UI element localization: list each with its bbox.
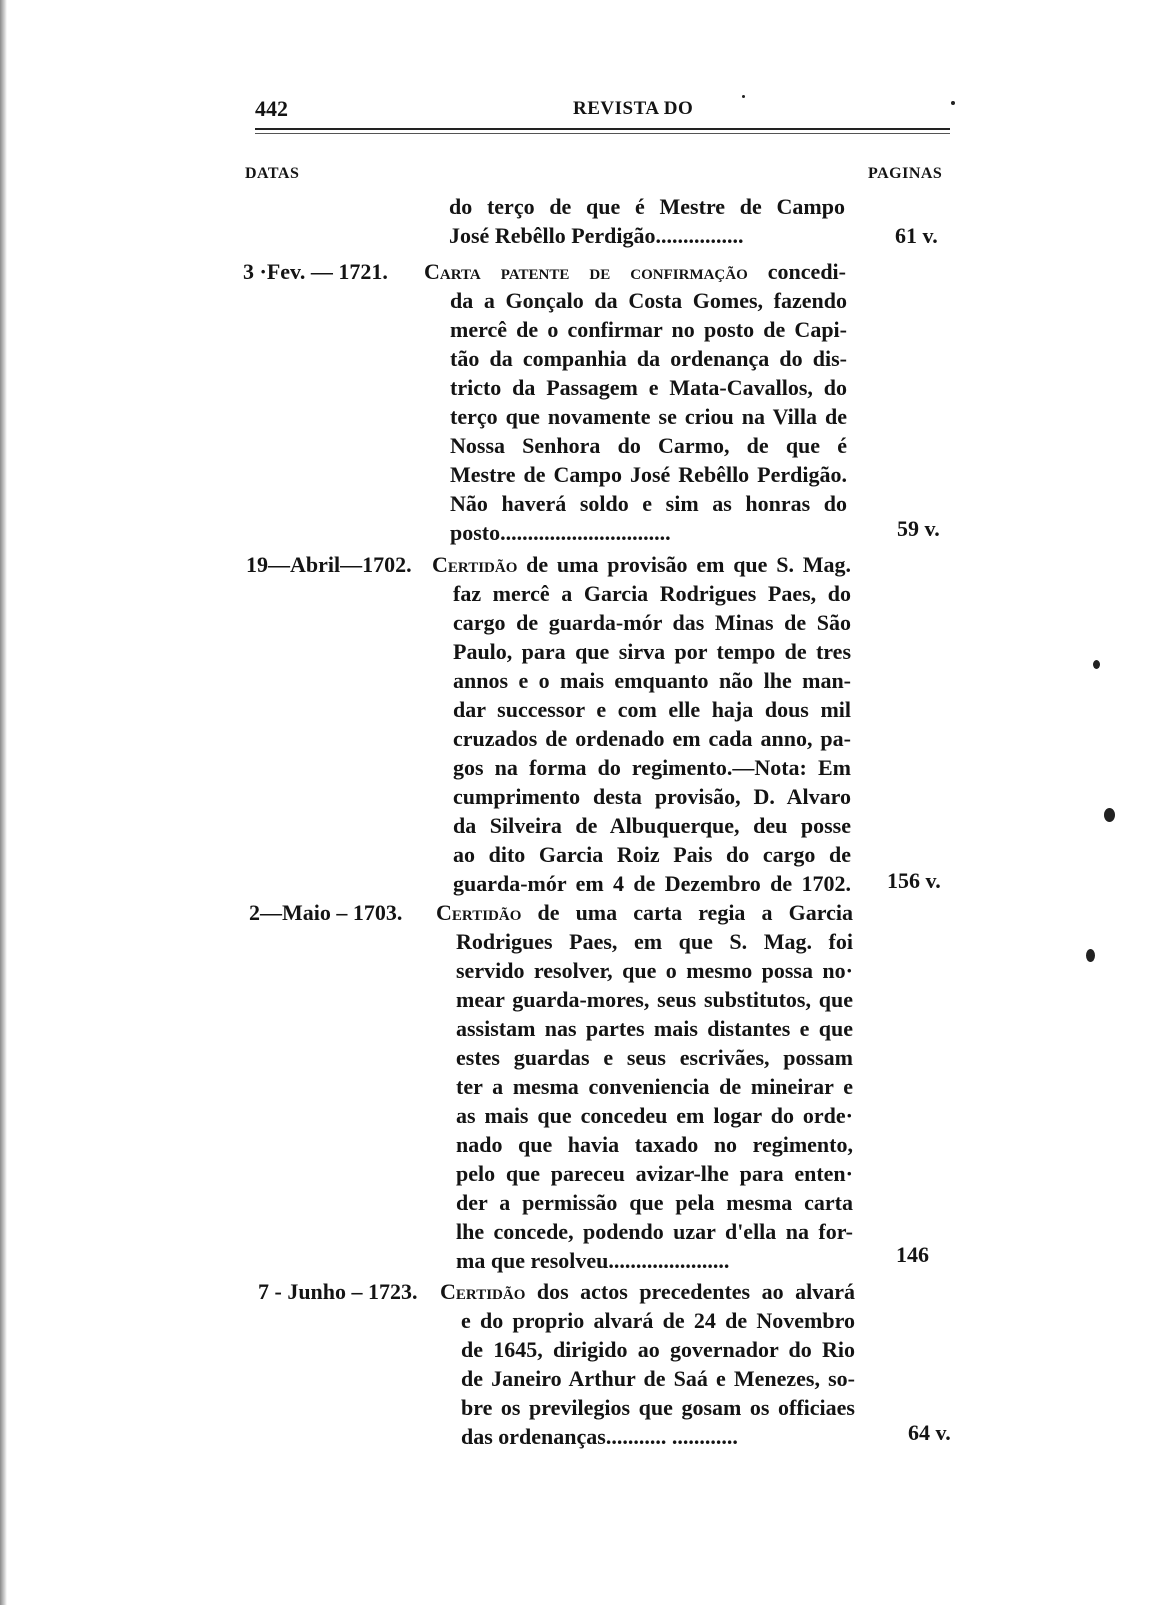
entry-3-date: 2—Maio – 1703.	[249, 900, 403, 925]
entry-3-line-12: ma que resolveu......................	[456, 1248, 730, 1273]
entry-3-line-9: pelo que pareceu avizar-lhe para enten·	[456, 1161, 853, 1186]
running-title: REVISTA DO	[573, 98, 694, 119]
entry-1-line-7: Mestre de Campo José Rebêllo Perdigão.	[450, 462, 847, 487]
entry-2-line-7: gos na forma do regimento.—Nota: Em	[453, 755, 851, 780]
entry-3-line-1: Rodrigues Paes, em que S. Mag. foi	[456, 929, 853, 954]
entry-1-lead: Carta patente de confirmação	[424, 259, 748, 284]
entry-2-line-0-text: de uma provisão em que S. Mag.	[517, 552, 851, 577]
entry-3-line-5: estes guardas e seus escrivães, possam	[456, 1045, 853, 1070]
entry-1-line-3: tão da companhia da ordenança do dis-	[450, 346, 847, 371]
scan-page-edge	[0, 0, 7, 1605]
entry-4-line-0-text: dos actos precedentes ao alvará	[525, 1279, 855, 1304]
scan-speck	[951, 101, 955, 105]
entry-1-date: 3 ·Fev. — 1721.	[243, 259, 388, 284]
entry-0-line-1: José Rebêllo Perdigão................	[449, 223, 744, 248]
entry-2-line-2: cargo de guarda-mór das Minas de São	[453, 610, 851, 635]
entry-1-page: 59 v.	[897, 516, 940, 541]
entry-4-line-0	[440, 1277, 855, 1306]
scan-speck	[1086, 949, 1095, 962]
entry-2-page: 156 v.	[887, 868, 941, 893]
entry-3-page: 146	[896, 1242, 929, 1267]
scan-speck	[742, 95, 745, 98]
entry-1-line-2: mercê de o confirmar no posto de Capi-	[450, 317, 847, 342]
entry-0-line-0: do terço de que é Mestre de Campo	[449, 194, 845, 219]
entry-2-line-8: cumprimento desta provisão, D. Alvaro	[453, 784, 851, 809]
entry-4-line-1: e do proprio alvará de 24 de Novembro	[461, 1308, 855, 1333]
entry-4-lead: Certidão	[440, 1279, 526, 1304]
entry-3-line-8: nado que havia taxado no regimento,	[456, 1132, 853, 1157]
column-heading-dates: DATAS	[245, 165, 300, 182]
entry-3-lead: Certidão	[436, 900, 522, 925]
entry-1-line-5: terço que novamente se criou na Villa de	[450, 404, 847, 429]
entry-3-line-4: assistam nas partes mais distantes e que	[456, 1016, 853, 1041]
scan-speck	[1093, 660, 1100, 669]
scan-speck	[1104, 808, 1115, 822]
entry-4-line-4: bre os previlegios que gosam os officiaes	[461, 1395, 855, 1420]
entry-3-line-3: mear guarda-mores, seus substitutos, que	[456, 987, 853, 1012]
entry-1-line-4: tricto da Passagem e Mata-Cavallos, do	[450, 375, 847, 400]
entry-1-line-6: Nossa Senhora do Carmo, de que é	[450, 433, 847, 458]
entry-2-line-4: annos e o mais emquanto não lhe man-	[453, 668, 851, 693]
page-number: 442	[255, 96, 288, 121]
entry-2-line-9: da Silveira de Albuquerque, deu posse	[453, 813, 851, 838]
entry-3-line-0	[436, 898, 853, 927]
entry-2-date: 19—Abril—1702.	[246, 552, 412, 577]
entry-1-line-1: da a Gonçalo da Costa Gomes, fazendo	[450, 288, 847, 313]
running-header	[255, 96, 950, 136]
entry-3-line-11: lhe concede, podendo uzar d'ella na for-	[456, 1219, 853, 1244]
entry-2-line-3: Paulo, para que sirva por tempo de tres	[453, 639, 851, 664]
entry-4-line-3: de Janeiro Arthur de Saá e Menezes, so-	[461, 1366, 855, 1391]
entry-2-lead: Certidão	[432, 552, 518, 577]
entry-4-page: 64 v.	[908, 1420, 951, 1445]
entry-3-line-6: ter a mesma conveniencia de mineirar e	[456, 1074, 853, 1099]
entry-1-line-8: Não haverá soldo e sim as honras do	[450, 491, 847, 516]
entry-0-page: 61 v.	[895, 223, 938, 248]
entry-1-line-9: posto...............................	[450, 520, 671, 545]
entry-3-line-7: as mais que concedeu em logar do orde·	[456, 1103, 853, 1128]
entry-2-line-10: ao dito Garcia Roiz Pais do cargo de	[453, 842, 851, 867]
entry-4-date: 7 - Junho – 1723.	[258, 1279, 418, 1304]
entry-2-line-0	[432, 550, 851, 579]
header-rule	[255, 128, 950, 134]
entry-4-line-2: de 1645, dirigido ao governador do Rio	[461, 1337, 855, 1362]
entry-2-line-1: faz mercê a Garcia Rodrigues Paes, do	[453, 581, 851, 606]
entry-2-line-6: cruzados de ordenado em cada anno, pa-	[453, 726, 851, 751]
entry-3-line-0-text: de uma carta regia a Garcia	[521, 900, 853, 925]
entry-2-line-5: dar successor e com elle haja dous mil	[453, 697, 851, 722]
entry-2-line-11: guarda-mór em 4 de Dezembro de 1702.	[453, 871, 851, 896]
column-heading-pages: PAGINAS	[868, 165, 943, 182]
entry-3-line-10: der a permissão que pela mesma carta	[456, 1190, 853, 1215]
entry-3-line-2: servido resolver, que o mesmo possa no·	[456, 958, 853, 983]
entry-1-line-0-text: concedi-	[747, 259, 846, 284]
entry-4-line-5: das ordenanças........... ............	[461, 1424, 738, 1449]
entry-1-line-0	[424, 257, 846, 286]
